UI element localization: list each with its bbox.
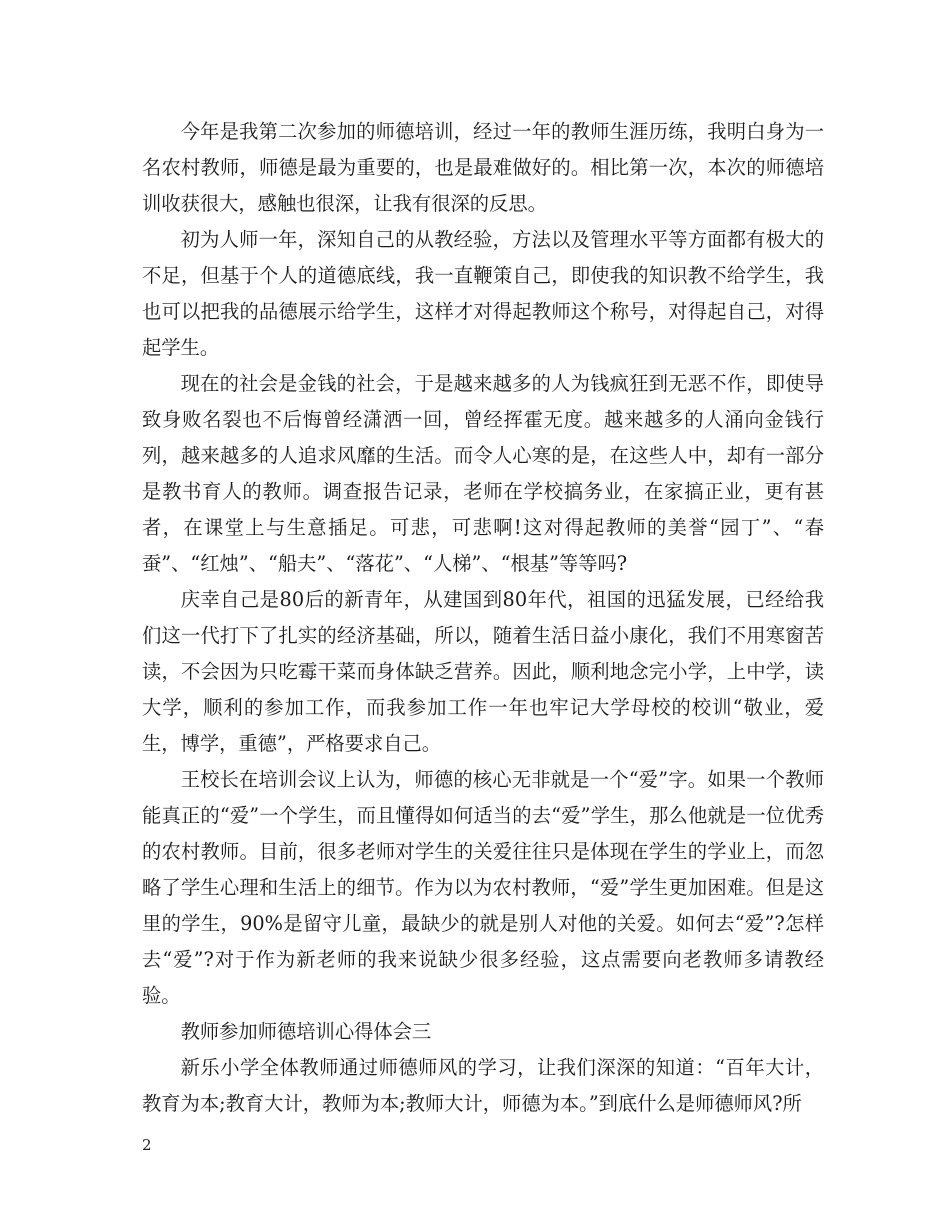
paragraph-4: 庆幸自己是80后的新青年，从建国到80年代，祖国的迅猛发展，已经给我们这一代打下了扎实的经济基础，所以，随着生活日益小康化，我们不用寒窗苦读，不会因为只吃霉干菜而身体缺乏营养。因此，顺利地念完小学，上中学，读大学，顺利的参加工作，而我参加工作一年也牢记大学母校的校训“敬业，爱生，博学，重德”，严格要求自己。 (142, 588, 824, 755)
paragraph-1: 今年是我第二次参加的师德培训，经过一年的教师生涯历练，我明白身为一名农村教师，师德是最为重要的，也是最难做好的。相比第一次，本次的师德培训收获很大，感触也很深，让我有很深的反思。 (142, 120, 824, 215)
paragraph-2: 初为人师一年，深知自己的从教经验，方法以及管理水平等方面都有极大的不足，但基于个人的道德底线，我一直鞭策自己，即使我的知识教不给学生，我也可以把我的品德展示给学生，这样才对得起教师这个称号，对得起自己，对得起学生。 (142, 228, 824, 359)
document-body (142, 114, 824, 1122)
page-number: 2 (142, 1136, 152, 1154)
paragraph-5: 王校长在培训会议上认为，师德的核心无非就是一个“爱”字。如果一个教师能真正的“爱”一个学生，而且懂得如何适当的去“爱”学生，那么他就是一位优秀的农村教师。目前，很多老师对学生的关爱往往只是体现在学生的学业上，而忽略了学生心理和生活上的细节。作为以为农村教师，“爱”学生更加困难。但是这里的学生，90%是留守儿童，最缺少的就是别人对他的关爱。如何去“爱”?怎样去“爱”?对于作为新老师的我来说缺少很多经验，这点需要向老教师多请教经验。 (142, 768, 824, 1007)
paragraph-3: 现在的社会是金钱的社会，于是越来越多的人为钱疯狂到无恶不作，即使导致身败名裂也不后悔曾经潇洒一回，曾经挥霍无度。越来越多的人涌向金钱行列，越来越多的人追求风靡的生活。而令人心寒的是，在这些人中，却有一部分是教书育人的教师。调查报告记录，老师在学校搞务业，在家搞正业，更有甚者，在课堂上与生意插足。可悲，可悲啊!这对得起教师的美誉“园丁”、“春蚕”、“红烛”、“船夫”、“落花”、“人梯”、“根基”等等吗? (142, 372, 824, 575)
paragraph-6: 新乐小学全体教师通过师德师风的学习，让我们深深的知道：“百年大计，教育为本;教育大计，教师为本;教师大计，师德为本。”到底什么是师德师风?所 (142, 1056, 824, 1115)
section-heading: 教师参加师德培训心得体会三 (180, 1020, 432, 1043)
